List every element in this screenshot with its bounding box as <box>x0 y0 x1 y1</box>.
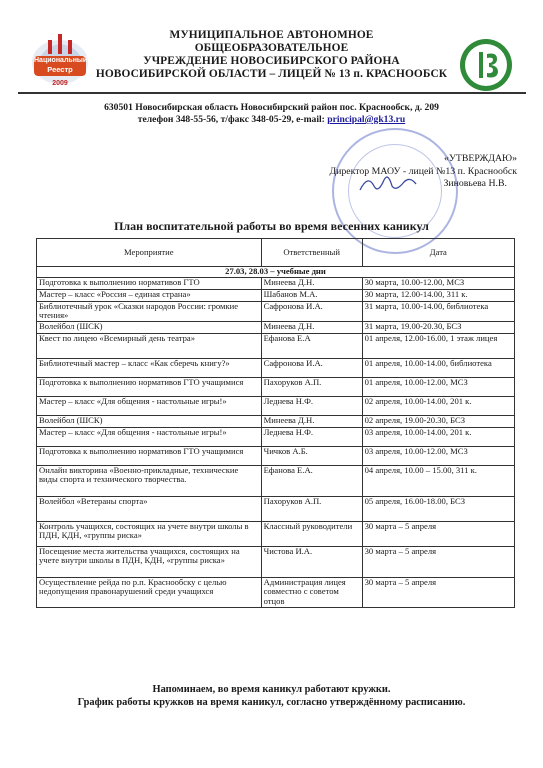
header-divider <box>18 92 526 94</box>
table-row <box>37 465 515 496</box>
responsible-cell: Минеева Д.Н. <box>261 277 362 289</box>
col-header-date: Дата <box>362 239 514 267</box>
event-cell: Библиотечный урок «Сказки народов России: громкие чтения» <box>37 301 262 321</box>
responsible-cell: Леднева Н.Ф. <box>261 396 362 415</box>
responsible-cell: Чичков А.Б. <box>261 446 362 465</box>
table-row <box>37 321 515 333</box>
footer-line-1: Напоминаем, во время каникул работают кружки. <box>152 684 391 695</box>
event-cell: Квест по лицею «Всемирный день театра» <box>37 333 262 358</box>
col-header-responsible: Ответственный <box>261 239 362 267</box>
event-cell: Мастер – класс «Для общения - настольные игры!» <box>37 396 262 415</box>
responsible-cell: Пахоруков А.П. <box>261 377 362 396</box>
date-cell: 02 апреля, 10.00-14.00, 201 к. <box>362 396 514 415</box>
org-name-line-3: УЧРЕЖДЕНИЕ НОВОСИБИРСКОГО РАЙОНА <box>143 55 400 67</box>
date-cell: 03 апреля, 10.00-14.00, 201 к. <box>362 427 514 446</box>
event-cell: Контроль учащихся, состоящих на учете внутри школы в ПДН, КДН, «группы риска» <box>37 521 262 546</box>
table-header-row <box>37 239 515 267</box>
table-row <box>37 396 515 415</box>
org-name-line-2: ОБЩЕОБРАЗОВАТЕЛЬНОЕ <box>194 42 349 54</box>
table-row <box>37 546 515 577</box>
responsible-cell: Леднева Н.Ф. <box>261 427 362 446</box>
event-cell: Мастер – класс «Россия – единая страна» <box>37 289 262 301</box>
event-cell: Подготовка к выполнению нормативов ГТО учащимися <box>37 377 262 396</box>
date-cell: 01 апреля, 10.00-14.00, библиотека <box>362 358 514 377</box>
address-line: 630501 Новосибирская область Новосибирский район пос. Краснообск, д. 209 <box>104 102 439 113</box>
date-cell: 04 апреля, 10.00 – 15.00, 311 к. <box>362 465 514 496</box>
date-cell: 30 марта, 12.00-14.00, 311 к. <box>362 289 514 301</box>
responsible-cell: Администрация лицея совместно с советом отцов <box>261 577 362 607</box>
activity-table <box>36 238 515 608</box>
col-header-event: Мероприятие <box>37 239 262 267</box>
event-cell: Волейбол (ШСК) <box>37 321 262 333</box>
event-cell: Осуществление рейда по р.п. Краснообску с целью недопущения правонарушений среди учащихся <box>37 577 262 607</box>
logo-text-registry: Реестр <box>47 65 73 74</box>
footer-line-2: График работы кружков на время каникул, согласно утверждённому расписанию. <box>77 697 466 708</box>
section-row <box>37 267 515 278</box>
org-name-line-4: НОВОСИБИРСКОЙ ОБЛАСТИ – ЛИЦЕЙ № 13 п. КРАСНООБСК <box>95 68 448 80</box>
table-row <box>37 289 515 301</box>
date-cell: 30 марта – 5 апреля <box>362 546 514 577</box>
org-name-line-1: МУНИЦИПАЛЬНОЕ АВТОНОМНОЕ <box>169 29 374 41</box>
table-row <box>37 427 515 446</box>
approval-name: Зиновьева Н.В. <box>443 178 507 189</box>
event-cell: Волейбол «Ветераны спорта» <box>37 496 262 521</box>
date-cell: 31 марта, 10.00-14.00, библиотека <box>362 301 514 321</box>
responsible-cell: Ефанова Е.А <box>261 333 362 358</box>
date-cell: 05 апреля, 16.00-18.00, БСЗ <box>362 496 514 521</box>
event-cell: Библиотечный мастер – класс «Как сберечь книгу?» <box>37 358 262 377</box>
responsible-cell: Сафронова И.А. <box>261 301 362 321</box>
event-cell: Мастер – класс «Для общения - настольные игры!» <box>37 427 262 446</box>
table-row <box>37 415 515 427</box>
date-cell: 02 апреля, 19.00-20.30, БСЗ <box>362 415 514 427</box>
date-cell: 01 апреля, 10.00-12.00, МСЗ <box>362 377 514 396</box>
table-row <box>37 358 515 377</box>
phone-text: телефон 348-55-56, т/факс 348-05-29, e-mail: <box>137 114 328 125</box>
event-cell: Онлайн викторина «Военно-прикладные, технические виды спорта и технического творчества. <box>37 465 262 496</box>
responsible-cell: Минеева Д.Н. <box>261 321 362 333</box>
date-cell: 30 марта – 5 апреля <box>362 577 514 607</box>
event-cell: Подготовка к выполнению нормативов ГТО учащимися <box>37 446 262 465</box>
responsible-cell: Ефанова Е.А. <box>261 465 362 496</box>
table-row <box>37 521 515 546</box>
table-row <box>37 496 515 521</box>
date-cell: 31 марта, 19.00-20.30, БСЗ <box>362 321 514 333</box>
date-cell: 03 апреля, 10.00-12.00, МСЗ <box>362 446 514 465</box>
responsible-cell: Чистова И.А. <box>261 546 362 577</box>
email-link[interactable]: principal@gk13.ru <box>327 114 406 125</box>
event-cell: Посещение места жительства учащихся, состоящих на учете внутри школы в ПДН, КДН, «группы риска» <box>37 546 262 577</box>
event-cell: Волейбол (ШСК) <box>37 415 262 427</box>
responsible-cell: Шабанов М.А. <box>261 289 362 301</box>
section-label: 27.03, 28.03 – учебные дни <box>37 267 515 278</box>
logo-text-national: Национальный <box>34 57 88 64</box>
table-row <box>37 277 515 289</box>
responsible-cell: Сафронова И.А. <box>261 358 362 377</box>
logo-year: 2009 <box>52 80 68 87</box>
date-cell: 01 апреля, 12.00-16.00, 1 этаж лицея <box>362 333 514 358</box>
approval-director: Директор МАОУ - лицей №13 п. Краснообск <box>329 166 517 177</box>
table-row <box>37 377 515 396</box>
plan-title: План воспитательной работы во время весенних каникул <box>114 219 429 233</box>
table-row <box>37 301 515 321</box>
table-row <box>37 446 515 465</box>
responsible-cell: Классный руководители <box>261 521 362 546</box>
date-cell: 30 марта – 5 апреля <box>362 521 514 546</box>
event-cell: Подготовка к выполнению нормативов ГТО <box>37 277 262 289</box>
contact-line <box>0 114 543 126</box>
responsible-cell: Пахоруков А.П. <box>261 496 362 521</box>
table-row <box>37 577 515 607</box>
approval-heading: «УТВЕРЖДАЮ» <box>444 153 517 164</box>
responsible-cell: Минеева Д.Н. <box>261 415 362 427</box>
table-row <box>37 333 515 358</box>
date-cell: 30 марта, 10.00-12.00, МСЗ <box>362 277 514 289</box>
